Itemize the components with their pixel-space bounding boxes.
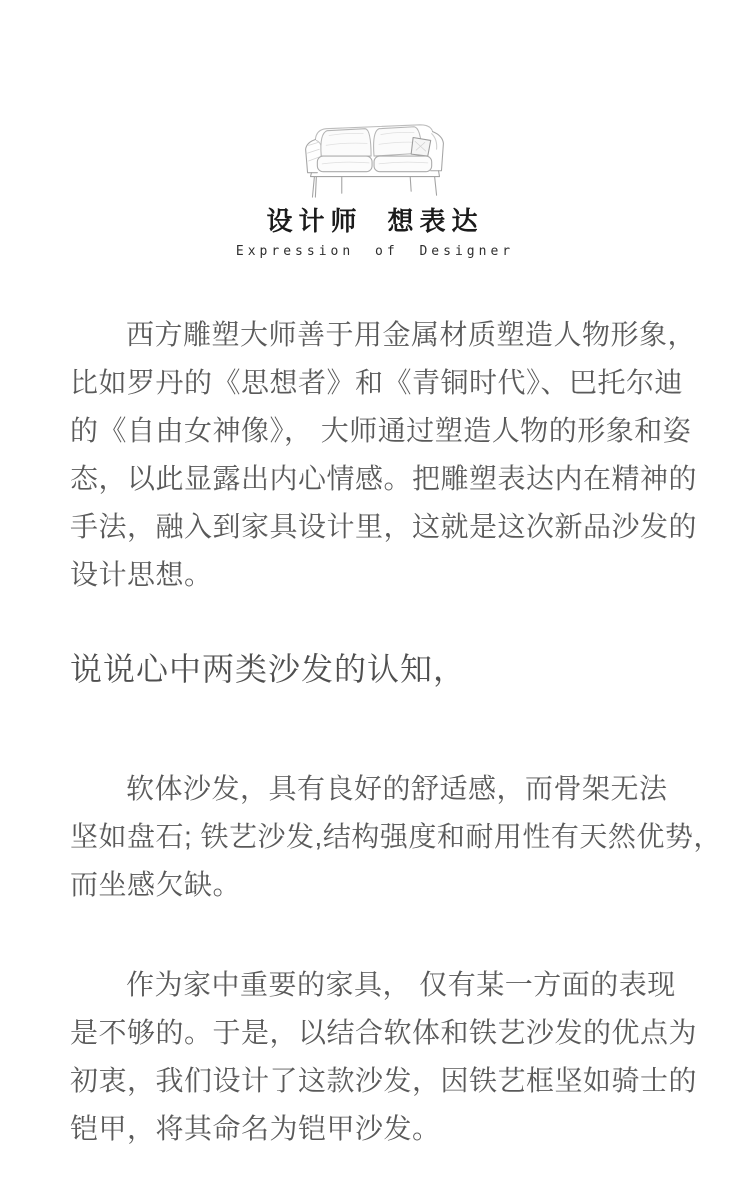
paragraph-design-philosophy (70, 311, 698, 599)
text-line: 态，以此显露出内心情感。把雕塑表达内在精神的 (70, 463, 698, 494)
text-line: 的《自由女神像》， 大师通过塑造人物的形象和姿 (70, 415, 692, 446)
text-line: 西方雕塑大师善于用金属材质塑造人物形象， (126, 319, 697, 350)
text-line: 而坐感欠缺。 (70, 869, 242, 900)
text-line: 坚如盘石; 铁艺沙发,结构强度和耐用性有天然优势， (70, 821, 722, 852)
text-line: 是不够的。于是，以结合软体和铁艺沙发的优点为 (70, 1017, 698, 1048)
text-line: 铠甲，将其命名为铠甲沙发。 (70, 1113, 441, 1144)
brand-header (0, 0, 750, 261)
brand-subtitle: Expression of Designer (235, 244, 515, 259)
text-line: 作为家中重要的家具， 仅有某一方面的表现 (126, 969, 676, 1000)
text-line: 初衷，我们设计了这款沙发，因铁艺框坚如骑士的 (70, 1065, 698, 1096)
paragraph-armor-sofa-naming (70, 961, 698, 1153)
article-body (0, 311, 750, 1153)
text-line: 比如罗丹的《思想者》和《青铜时代》、巴托尔迪 (70, 367, 684, 398)
brand-title: 设计师 想表达 (266, 207, 484, 237)
text-line: 设计思想。 (70, 559, 213, 590)
text-line: 软体沙发，具有良好的舒适感，而骨架无法 (126, 773, 668, 804)
paragraph-sofa-comparison (70, 765, 722, 909)
sofa-sketch-icon (295, 116, 455, 202)
section-heading-sofa-types: 说说心中两类沙发的认知， (70, 651, 467, 687)
text-line: 手法，融入到家具设计里，这就是这次新品沙发的 (70, 511, 698, 542)
